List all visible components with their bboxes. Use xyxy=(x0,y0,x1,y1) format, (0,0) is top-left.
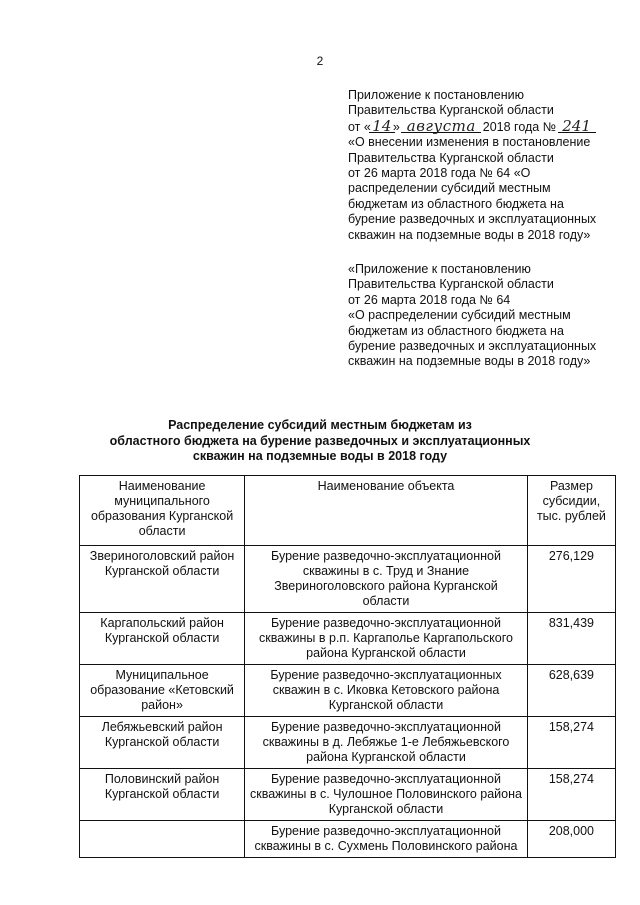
table-row xyxy=(80,546,616,613)
date-prefix: от « xyxy=(348,119,371,134)
table-row xyxy=(80,769,616,821)
title-line: областного бюджета на бурение разведочных и эксплуатационных xyxy=(109,433,531,448)
date-mid: » xyxy=(392,119,400,134)
annex-line: бурение разведочных и эксплуатационных xyxy=(348,339,597,354)
annex-line: бурение разведочных и эксплуатационных xyxy=(348,212,597,227)
annex-line: от 26 марта 2018 года № 64 xyxy=(348,292,511,307)
header-municipality: Наименование муниципального образования Курганской области xyxy=(80,476,245,546)
table-title xyxy=(100,418,540,465)
table-row xyxy=(80,613,616,665)
annex-line: Правительства Курганской области xyxy=(348,277,554,292)
cell-object: Бурение разведочно-эксплуатационной скважины в р.п. Каргаполье Каргапольского района Курганской области xyxy=(245,613,528,665)
cell-municipality: Муниципальное образование «Кетовский район» xyxy=(80,665,245,717)
title-line: скважин на подземные воды в 2018 году xyxy=(192,449,448,464)
annex-line: Приложение к постановлению xyxy=(348,88,524,102)
table-row xyxy=(80,665,616,717)
cell-amount: 276,129 xyxy=(527,546,615,613)
cell-object: Бурение разведочно-эксплуатационной скважины в с. Чулошное Половинского района Курганской области xyxy=(245,769,528,821)
table-row xyxy=(80,717,616,769)
cell-municipality: Каргапольский район Курганской области xyxy=(80,613,245,665)
annex-line: «О внесении изменения в постановление xyxy=(348,135,591,150)
annex-line: бюджетам из областного бюджета на xyxy=(348,196,564,211)
cell-amount: 208,000 xyxy=(527,821,615,858)
title-line: Распределение субсидий местным бюджетам из xyxy=(168,418,472,432)
annex-line: «О распределении субсидий местным xyxy=(348,308,571,323)
annex-header xyxy=(348,88,620,243)
cell-municipality: Половинский район Курганской области xyxy=(80,769,245,821)
cell-municipality: Звериноголовский район Курганской области xyxy=(80,546,245,613)
annex-line: от 26 марта 2018 года № 64 «О xyxy=(348,166,531,181)
table-header-row xyxy=(80,476,616,546)
header-object: Наименование объекта xyxy=(245,476,528,546)
handwritten-month: августа xyxy=(403,119,479,134)
annex-line: распределении субсидий местным xyxy=(348,181,551,196)
annex-line: «Приложение к постановлению xyxy=(348,262,531,276)
cell-amount: 628,639 xyxy=(527,665,615,717)
cell-amount: 158,274 xyxy=(527,717,615,769)
cell-municipality: Лебяжьевский район Курганской области xyxy=(80,717,245,769)
cell-municipality xyxy=(80,821,245,858)
cell-object: Бурение разведочно-эксплуатационной скважины в с. Труд и Знание Звериноголовского района Курганской области xyxy=(245,546,528,613)
page-number: 2 xyxy=(316,54,324,68)
table-row xyxy=(80,821,616,858)
cell-object: Бурение разведочно-эксплуатационной скважины в с. Сухмень Половинского района xyxy=(245,821,528,858)
cell-amount: 831,439 xyxy=(527,613,615,665)
handwritten-number: 241 xyxy=(560,119,594,134)
handwritten-day: 14 xyxy=(371,119,393,134)
cell-object: Бурение разведочно-эксплуатационной скважины в д. Лебяжье 1-е Лебяжьевского района Курганской области xyxy=(245,717,528,769)
header-amount: Размер субсидии, тыс. рублей xyxy=(527,476,615,546)
annex-quoted xyxy=(348,262,620,370)
annex-date-line xyxy=(348,116,620,135)
annex-line: скважин на подземные воды в 2018 году» xyxy=(348,354,591,369)
cell-object: Бурение разведочно-эксплуатационных скважин в с. Иковка Кетовского района Курганской области xyxy=(245,665,528,717)
annex-line: бюджетам из областного бюджета на xyxy=(348,323,564,338)
annex-line: скважин на подземные воды в 2018 году» xyxy=(348,227,591,242)
cell-amount: 158,274 xyxy=(527,769,615,821)
annex-line: Правительства Курганской области xyxy=(348,103,554,118)
annex-line: Правительства Курганской области xyxy=(348,150,554,165)
date-year: 2018 года № xyxy=(482,119,557,134)
subsidy-table xyxy=(79,475,616,858)
